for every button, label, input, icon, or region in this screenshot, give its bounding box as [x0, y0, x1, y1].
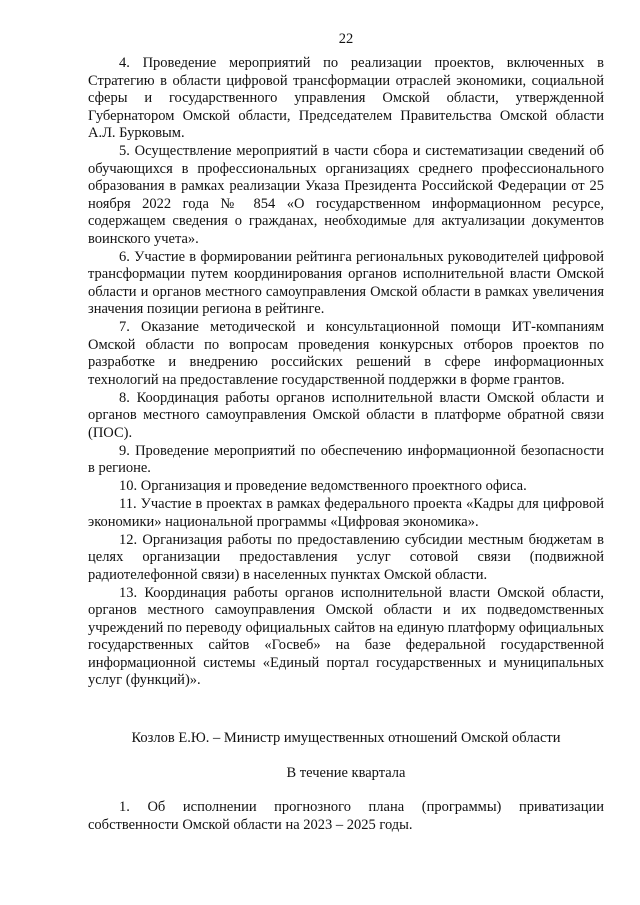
section-activity-list [88, 799, 604, 835]
activity-list [88, 55, 604, 690]
list-item: 1. Об исполнении прогнозного плана (программы) приватизации собственности Омской области на 2023 – 2025 годы. [88, 799, 604, 833]
list-item: 7. Оказание методической и консультационной помощи ИТ-компаниям Омской области по вопросам проведения конкурсных отборов проектов по разработке и внедрению российских решений в сфере информационных технологий на предоставление государственной поддержки в форме грантов. [88, 319, 604, 388]
section-period: В течение квартала [286, 765, 406, 781]
page-number: 22 [338, 31, 354, 47]
list-item: 9. Проведение мероприятий по обеспечению информационной безопасности в регионе. [88, 442, 604, 476]
list-item: 5. Осуществление мероприятий в части сбора и систематизации сведений об обучающихся в профессиональных организациях среднего профессионального образования в рамках реализации Указа Президента Российской Федерации от 25 ноября 2022 года № 854 «О государственном информационном ресурсе, содержащем сведения о гражданах, необходимые для актуализации документов воинского учета». [88, 143, 604, 247]
document-page [88, 0, 604, 905]
list-item: 12. Организация работы по предоставлению субсидии местным бюджетам в целях организации предоставления услуг сотовой связи (подвижной радиотелефонной связи) в населенных пунктах Омской области. [88, 531, 604, 583]
list-item: 6. Участие в формировании рейтинга региональных руководителей цифровой трансформации путем координирования органов исполнительной власти Омской области и органов местного самоуправления Омской области в рамках увеличения значения позиции региона в рейтинге. [88, 248, 604, 317]
list-item: 4. Проведение мероприятий по реализации проектов, включенных в Стратегию в области цифровой трансформации отраслей экономики, социальной сферы и государственного управления Омской области, утвержденной Губернатором Омской области, Председателем Правительства Омской области А.Л. Бурковым. [88, 55, 604, 141]
list-item: 10. Организация и проведение ведомственного проектного офиса. [119, 478, 527, 494]
list-item: 8. Координация работы органов исполнительной власти Омской области и органов местного самоуправления Омской области в платформе обратной связи (ПОС). [88, 389, 604, 441]
section-responsible-header: Козлов Е.Ю. – Министр имущественных отношений Омской области [131, 730, 561, 746]
list-item: 11. Участие в проектах в рамках федерального проекта «Кадры для цифровой экономики» национальной программы «Цифровая экономика». [88, 496, 604, 530]
list-item: 13. Координация работы органов исполнительной власти Омской области, органов местного самоуправления Омской области и их подведомственных учреждений по переводу официальных сайтов на единую платформу официальных государственных сайтов «Госвеб» на базе федеральной государственной информационной системы «Единый портал государственных и муниципальных услуг (функций)». [88, 584, 604, 688]
